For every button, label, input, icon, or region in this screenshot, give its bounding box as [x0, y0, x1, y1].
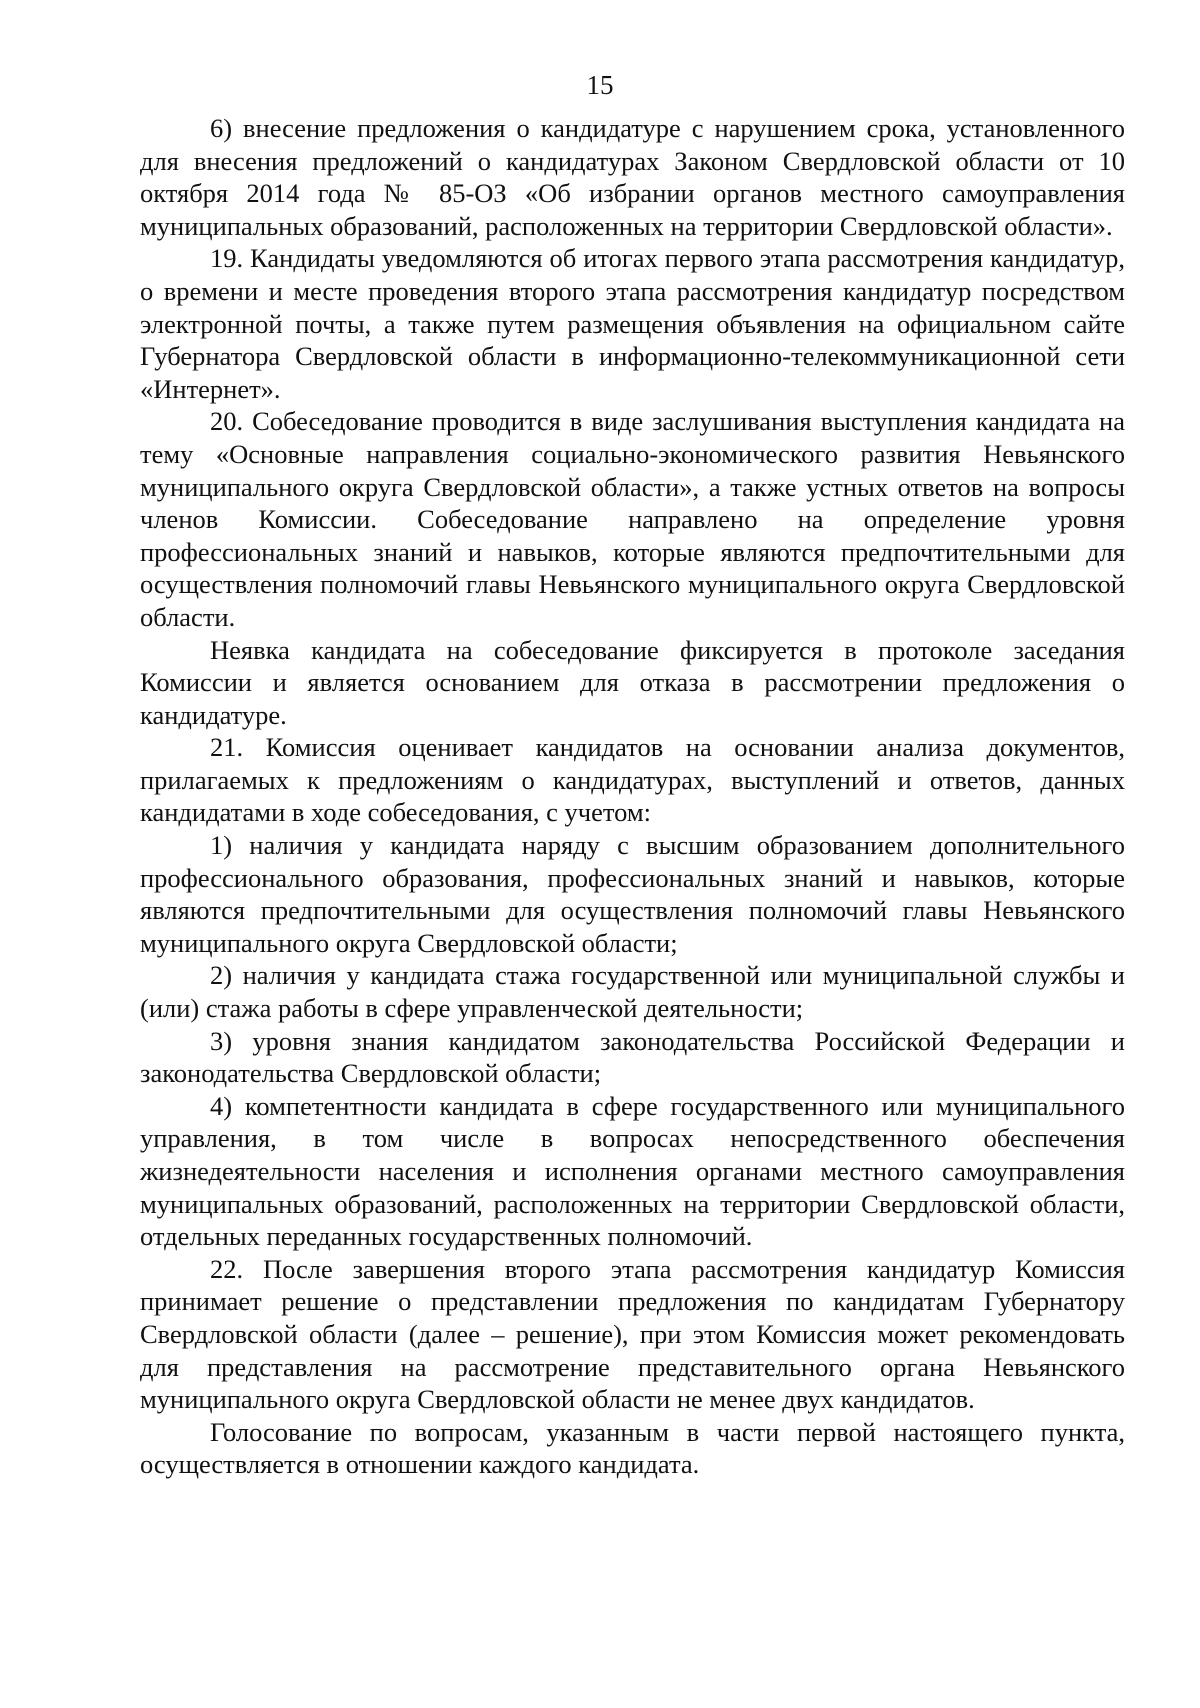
paragraph-21-item-2: 2) наличия у кандидата стажа государственной или муниципальной службы и (или) стажа работы в сфере управленческой деятельности; [140, 960, 1125, 1024]
paragraph-21-item-3: 3) уровня знания кандидатом законодательства Российской Федерации и законодательства Свердловской области; [140, 1025, 1125, 1089]
page-number: 15 [586, 70, 614, 100]
paragraph-22-voting: Голосование по вопросам, указанным в части первой настоящего пункта, осуществляется в отношении каждого кандидата. [140, 1416, 1125, 1480]
paragraph-21-item-1: 1) наличия у кандидата наряду с высшим образованием дополнительного профессионального образования, профессиональных знаний и навыков, которые являются предпочтительными для осуществления полномочий главы Невьянского муниципального округа Свердловской области; [140, 830, 1125, 958]
paragraph-21-item-4: 4) компетентности кандидата в сфере государственного или муниципального управления, в том числе в вопросах непосредственного обеспечения жизнедеятельности населения и исполнения органами местного самоуправления муниципальных образований, расположенных на территории Свердловской области, отдельных переданных государственных полномочий. [140, 1090, 1125, 1252]
paragraph-22: 22. После завершения второго этапа рассмотрения кандидатур Комиссия принимает решение о представлении предложения по кандидатам Губернатору Свердловской области (далее – решение), при этом Комиссия может рекомендовать для представления на рассмотрение представительного органа Невьянского муниципального округа Свердловской области не менее двух кандидатов. [140, 1253, 1125, 1415]
paragraph-20-absence: Неявка кандидата на собеседование фиксируется в протоколе заседания Комиссии и является основанием для отказа в рассмотрении предложения о кандидатуре. [140, 634, 1125, 730]
paragraph-20: 20. Собеседование проводится в виде заслушивания выступления кандидата на тему «Основные направления социально-экономического развития Невьянского муниципального округа Свердловской области», а также устных ответов на вопросы членов Комиссии. Собеседование направлено на определение уровня профессиональных знаний и навыков, которые являются предпочтительными для осуществления полномочий главы Невьянского муниципального округа Свердловской области. [140, 406, 1125, 632]
paragraph-21: 21. Комиссия оценивает кандидатов на основании анализа документов, прилагаемых к предложениям о кандидатурах, выступлений и ответов, данных кандидатами в ходе собеседования, с учетом: [140, 732, 1125, 828]
paragraph-19: 19. Кандидаты уведомляются об итогах первого этапа рассмотрения кандидатур, о времени и месте проведения второго этапа рассмотрения кандидатур посредством электронной почты, а также путем размещения объявления на официальном сайте Губернатора Свердловской области в информационно-телекоммуникационной сети «Интернет». [140, 243, 1125, 404]
document-body [140, 112, 1125, 1481]
paragraph-item-6: 6) внесение предложения о кандидатуре с нарушением срока, установленного для внесения предложений о кандидатурах Законом Свердловской области от 10 октября 2014 года № 85-ОЗ «Об избрании органов местного самоуправления муниципальных образований, расположенных на территории Свердловской области». [140, 113, 1125, 241]
